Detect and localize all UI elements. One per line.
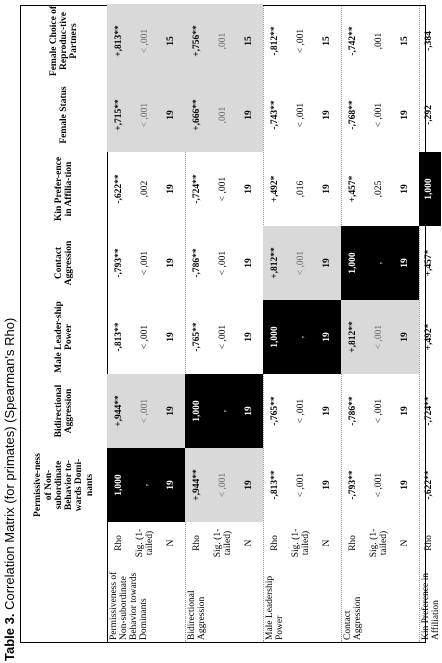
stat-label: Sig. (1-tailed): [369, 528, 389, 558]
cell-rho: -,786**: [348, 396, 359, 426]
cell-sig: < ,001: [140, 324, 151, 350]
caption-label: Table 3.: [2, 613, 17, 661]
column-header: Female Choice of Reproduc-tive Partners: [48, 5, 80, 77]
cell-rho: +,812**: [263, 226, 289, 300]
cell-n: 19: [315, 226, 341, 300]
row-label: Kin Preference in Affiliation: [421, 573, 441, 640]
cell-n: 19: [166, 184, 177, 194]
cell-sig: ,001: [374, 32, 385, 50]
cell-n: 19: [244, 258, 255, 268]
cell-n: 15: [237, 4, 263, 78]
cell-rho: -,793**: [114, 248, 125, 278]
cell-n: 19: [322, 480, 333, 490]
cell-sig: ,001: [211, 4, 237, 78]
cell-n: 19: [322, 406, 333, 416]
cell-n: 19: [159, 78, 185, 152]
cell-n: 19: [166, 258, 177, 268]
cell-n: 15: [322, 36, 333, 46]
stat-label: Rho: [348, 535, 359, 551]
cell-n: 19: [393, 300, 419, 374]
cell-rho: +,666**: [185, 78, 211, 152]
cell-rho: 1,000: [263, 300, 289, 374]
cell-rho: -,384: [424, 31, 435, 51]
cell-n: 19: [244, 184, 255, 194]
stat-label: Sig. (1-tailed): [135, 528, 155, 558]
stat-label: Rho: [192, 535, 203, 551]
cell-rho: +,715**: [107, 78, 133, 152]
cell-n: 19: [322, 184, 333, 194]
cell-sig: ,: [289, 300, 315, 374]
cell-rho: 1,000: [419, 152, 441, 226]
stat-label: Rho: [424, 535, 435, 551]
cell-rho: +,492*: [424, 323, 435, 351]
cell-sig: ,002: [140, 180, 151, 198]
cell-sig: < ,001: [218, 250, 229, 276]
stat-label: Sig. (1-tailed): [291, 528, 311, 558]
cell-sig: < ,001: [374, 398, 385, 424]
cell-rho: -,768**: [348, 100, 359, 130]
cell-rho: -,793**: [348, 470, 359, 500]
cell-n: 19: [159, 374, 185, 448]
column-header: Permissive-ness of Non-subordinate Behavior to-wards Domi-nants: [33, 453, 95, 517]
cell-rho: -,786**: [192, 248, 203, 278]
cell-sig: < ,001: [296, 472, 307, 498]
cell-rho: -,813**: [114, 322, 125, 352]
column-header: Bidirectional Aggression: [53, 384, 74, 438]
cell-sig: < ,001: [289, 226, 315, 300]
stat-label: N: [166, 539, 177, 547]
cell-rho: -,742**: [348, 26, 359, 56]
cell-sig: ,: [133, 448, 159, 522]
column-header: Male Leader-ship Power: [53, 301, 74, 373]
cell-n: 19: [400, 184, 411, 194]
cell-rho: -,812**: [270, 26, 281, 56]
cell-rho: 1,000: [107, 448, 133, 522]
cell-rho: +,457*: [424, 249, 435, 277]
stat-label: N: [400, 539, 411, 547]
cell-sig: ,001: [211, 78, 237, 152]
cell-n: 19: [237, 374, 263, 448]
cell-sig: < ,001: [211, 448, 237, 522]
cell-rho: -,813**: [270, 470, 281, 500]
stat-label: Rho: [270, 535, 281, 551]
cell-rho: 1,000: [185, 374, 211, 448]
cell-rho: -,622**: [424, 470, 435, 500]
cell-sig: ,: [367, 226, 393, 300]
stat-label: Sig. (1-tailed): [213, 528, 233, 558]
cell-sig: < ,001: [296, 398, 307, 424]
cell-n: 19: [400, 480, 411, 490]
stat-label: N: [244, 539, 255, 547]
caption-text: Correlation Matrix (for primates) (Spearman's Rho): [2, 317, 17, 610]
cell-rho: +,812**: [341, 300, 367, 374]
cell-sig: < ,001: [374, 102, 385, 128]
cell-n: 19: [400, 406, 411, 416]
cell-sig: < ,001: [367, 300, 393, 374]
cell-sig: < ,001: [296, 28, 307, 54]
table-caption: [2, 318, 17, 661]
cell-sig: < ,001: [133, 4, 159, 78]
column-header: Contact Aggression: [53, 240, 74, 286]
stat-label: N: [322, 539, 333, 547]
cell-n: 19: [237, 448, 263, 522]
row-label: Male Leadership Power: [265, 575, 285, 640]
cell-n: 19: [159, 448, 185, 522]
cell-rho: -,765**: [270, 396, 281, 426]
cell-rho: +,813**: [107, 4, 133, 78]
row-label: Permissiveness of Non-subordinate Behavior towards Dominants: [109, 571, 149, 640]
cell-rho: +,944**: [107, 374, 133, 448]
cell-sig: ,025: [374, 180, 385, 198]
cell-rho: +,756**: [185, 4, 211, 78]
cell-rho: -,724**: [424, 396, 435, 426]
cell-sig: < ,001: [218, 176, 229, 202]
cell-rho: -,743**: [270, 100, 281, 130]
cell-n: 19: [400, 110, 411, 120]
cell-sig: < ,001: [296, 102, 307, 128]
cell-n: 15: [159, 4, 185, 78]
cell-rho: +,457*: [348, 175, 359, 203]
cell-n: 19: [166, 332, 177, 342]
cell-n: 19: [322, 110, 333, 120]
cell-sig: ,: [211, 374, 237, 448]
stat-label: Rho: [114, 535, 125, 551]
cell-rho: +,492*: [270, 175, 281, 203]
cell-rho: -,724**: [192, 174, 203, 204]
cell-sig: < ,001: [374, 472, 385, 498]
cell-n: 19: [393, 226, 419, 300]
column-header: Kin Prefer-ence in Affilia-tion: [53, 156, 74, 222]
cell-n: 15: [400, 36, 411, 46]
cell-rho: -,765**: [192, 322, 203, 352]
cell-sig: < ,001: [133, 374, 159, 448]
column-header: Female Status: [58, 86, 69, 144]
cell-n: 19: [315, 300, 341, 374]
cell-sig: < ,001: [140, 250, 151, 276]
cell-rho: 1,000: [341, 226, 367, 300]
cell-sig: < ,001: [133, 78, 159, 152]
cell-rho: +,944**: [185, 448, 211, 522]
cell-rho: -,622**: [114, 174, 125, 204]
cell-sig: ,016: [296, 180, 307, 198]
row-label: Contact Aggression: [343, 596, 363, 640]
row-label: Bidirectional Aggression: [187, 590, 207, 640]
cell-n: 19: [237, 78, 263, 152]
cell-n: 19: [244, 332, 255, 342]
correlation-table: [20, 5, 441, 643]
cell-sig: < ,001: [218, 324, 229, 350]
cell-rho: -,292: [424, 105, 435, 125]
